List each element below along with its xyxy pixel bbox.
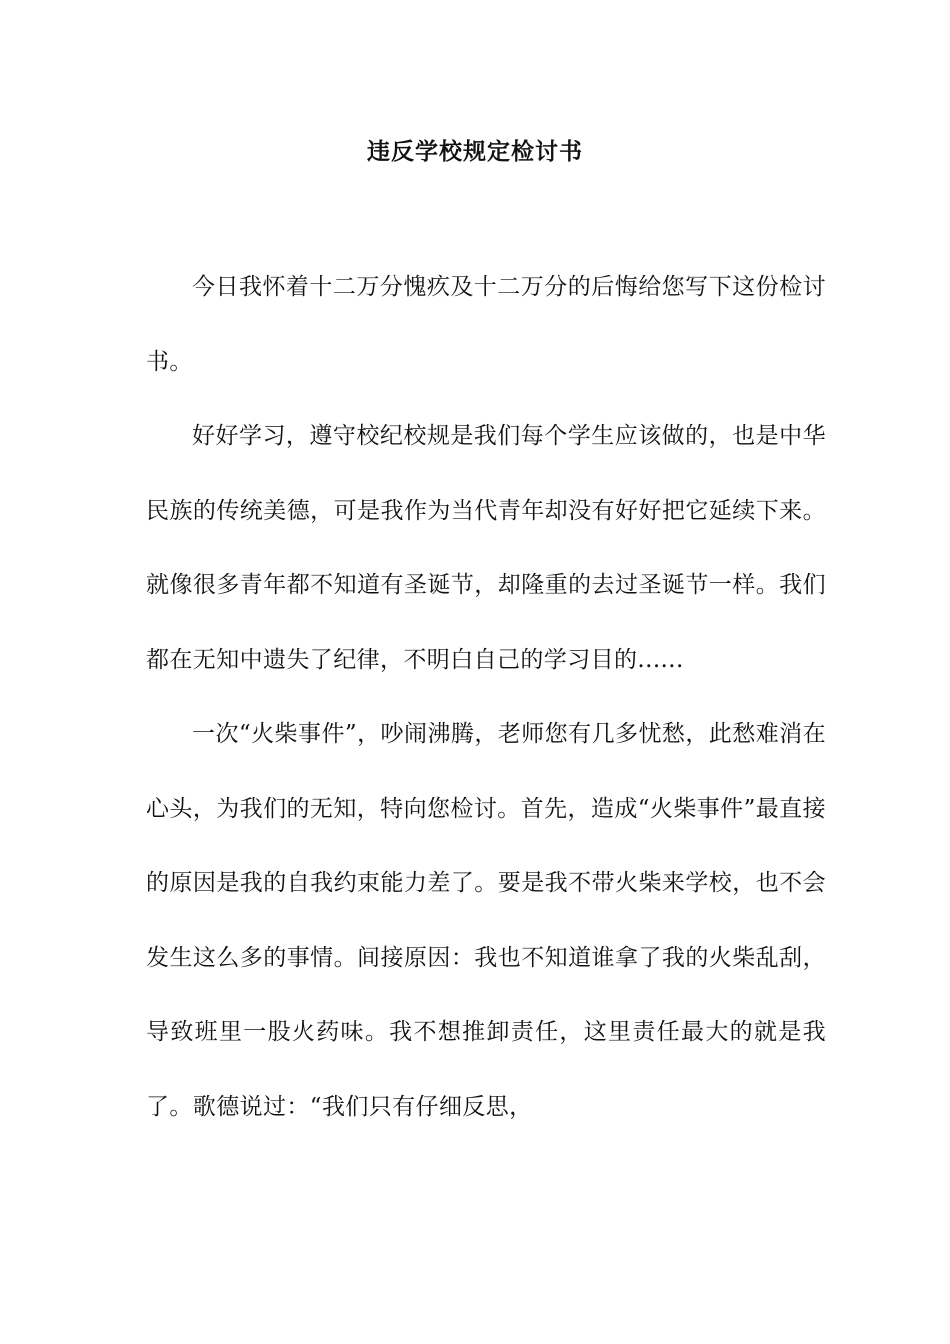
paragraph-3: 一次“火柴事件”，吵闹沸腾，老师您有几多忧愁，此愁难消在心头，为我们的无知，特向您检讨。首先，造成“火柴事件”最直接的原因是我的自我约束能力差了。要是我不带火柴来学校，也不会发生这么多的事情。间接原因：我也不知道谁拿了我的火柴乱刮，导致班里一股火药味。我不想推卸责任，这里责任最大的就是我了。歌德说过：“我们只有仔细反思，	[146, 721, 826, 1120]
document-body	[146, 250, 826, 1144]
document-title: 违反学校规定检讨书	[367, 138, 583, 165]
paragraph-2: 好好学习，遵守校纪校规是我们每个学生应该做的，也是中华民族的传统美德，可是我作为当代青年却没有好好把它延续下来。就像很多青年都不知道有圣诞节，却隆重的去过圣诞节一样。我们都在无知中遗失了纪律，不明白自己的学习目的......	[146, 423, 826, 673]
paragraph-1: 今日我怀着十二万分愧疚及十二万分的后悔给您写下这份检讨书。	[146, 274, 826, 375]
